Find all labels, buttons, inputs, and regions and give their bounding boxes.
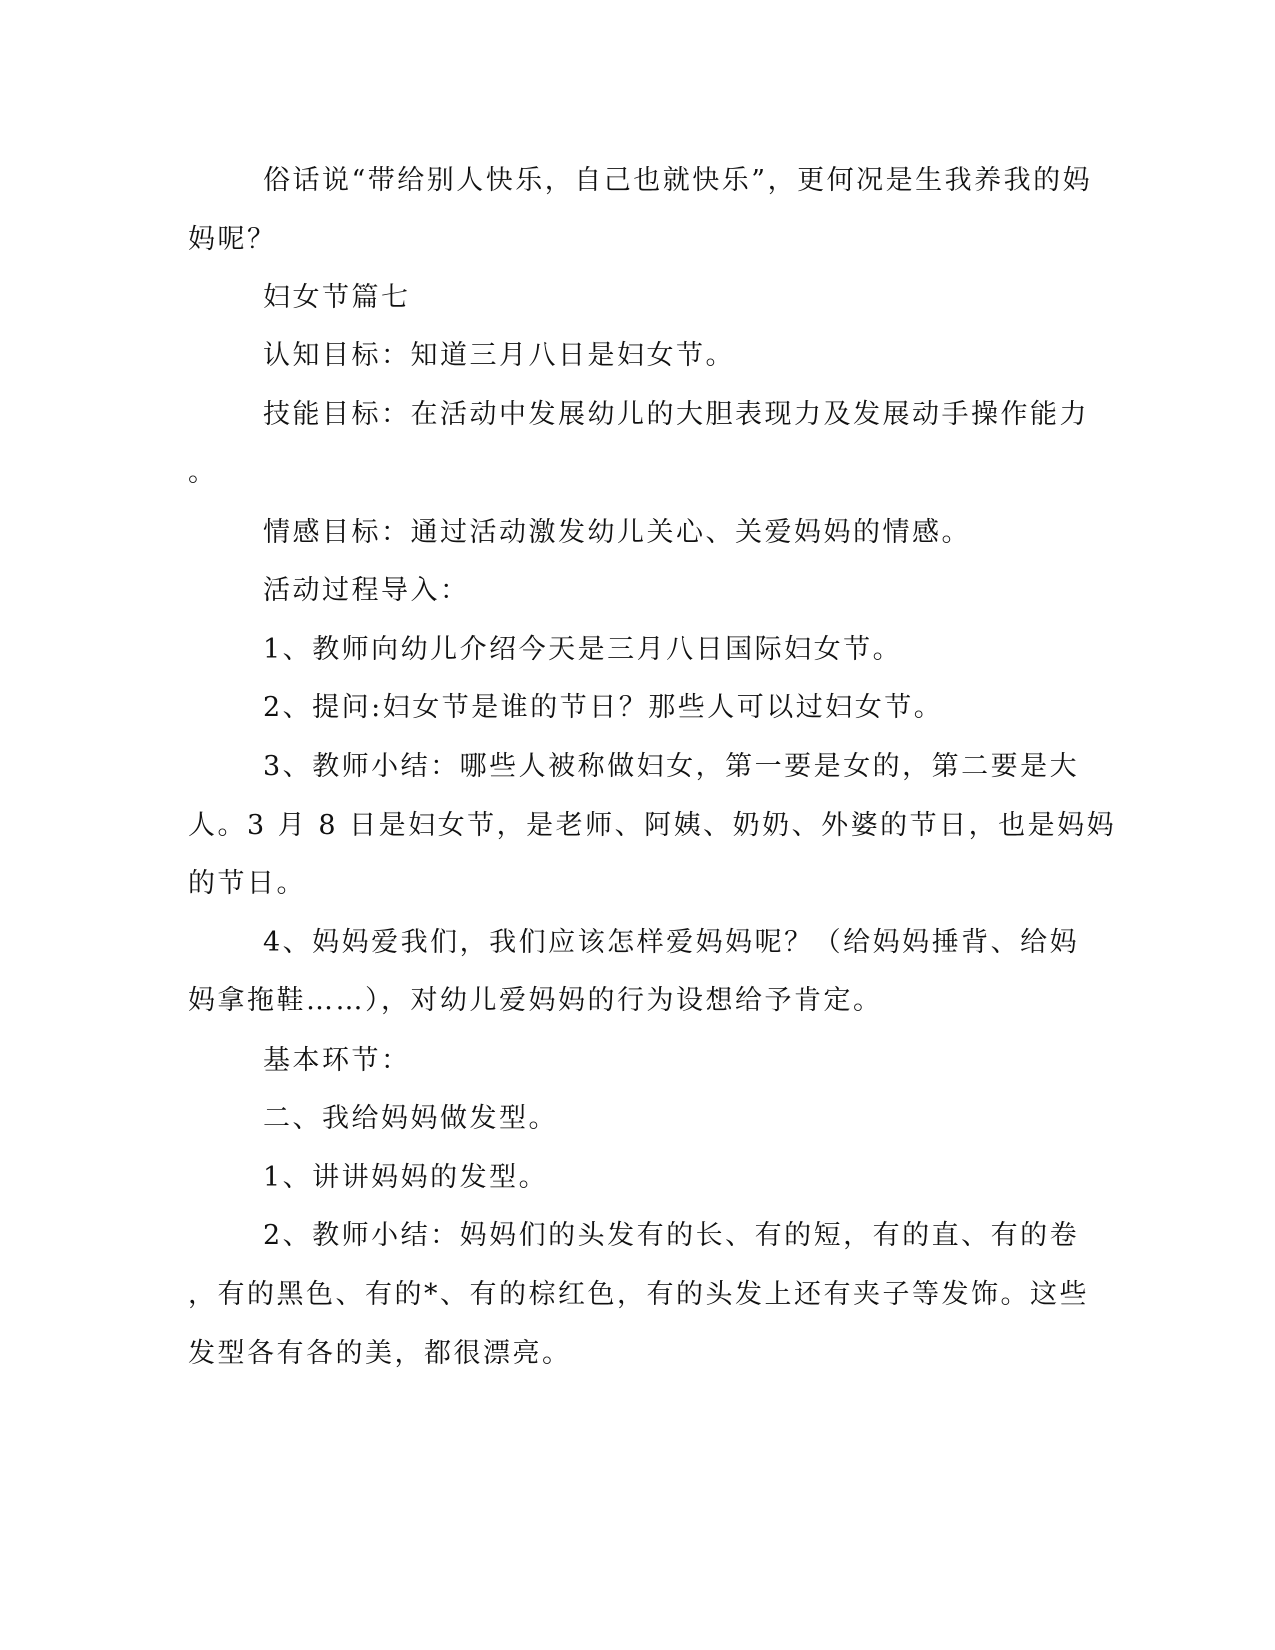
text-line: 1、教师向幼儿介绍今天是三月八日国际妇女节。 bbox=[263, 634, 903, 665]
text-line: 二、我给妈妈做发型。 bbox=[263, 1103, 558, 1134]
text-line: 2、提问:妇女节是谁的节日？那些人可以过妇女节。 bbox=[263, 692, 944, 723]
text-line: 技能目标：在活动中发展幼儿的大胆表现力及发展动手操作能力 bbox=[263, 399, 1089, 430]
text-line: 4、妈妈爱我们，我们应该怎样爱妈妈呢？（给妈妈捶背、给妈 bbox=[263, 927, 1080, 958]
text-line: 3、教师小结：哪些人被称做妇女，第一要是女的，第二要是大 bbox=[263, 751, 1080, 782]
text-line: 发型各有各的美，都很漂亮。 bbox=[188, 1338, 572, 1369]
text-line: 基本环节： bbox=[263, 1045, 411, 1076]
text-line: 。 bbox=[188, 457, 218, 488]
text-line: 妈呢？ bbox=[188, 224, 277, 255]
text-line: 活动过程导入： bbox=[263, 575, 470, 606]
text-line: 1、讲讲妈妈的发型。 bbox=[263, 1162, 549, 1193]
text-line: 情感目标：通过活动激发幼儿关心、关爱妈妈的情感。 bbox=[263, 517, 971, 548]
text-line: 2、教师小结：妈妈们的头发有的长、有的短，有的直、有的卷 bbox=[263, 1220, 1080, 1251]
text-line: 的节日。 bbox=[188, 868, 306, 899]
text-line: 认知目标：知道三月八日是妇女节。 bbox=[263, 340, 735, 371]
text-line: 妈拿拖鞋……），对幼儿爱妈妈的行为设想给予肯定。 bbox=[188, 985, 883, 1016]
text-line: 人。3 月 8 日是妇女节，是老师、阿姨、奶奶、外婆的节日，也是妈妈 bbox=[188, 810, 1117, 841]
text-line: ，有的黑色、有的*、有的棕红色，有的头发上还有夹子等发饰。这些 bbox=[188, 1279, 1089, 1310]
section-heading: 妇女节篇七 bbox=[263, 282, 411, 313]
text-line: 俗话说“带给别人快乐，自己也就快乐”，更何况是生我养我的妈 bbox=[263, 165, 1093, 196]
